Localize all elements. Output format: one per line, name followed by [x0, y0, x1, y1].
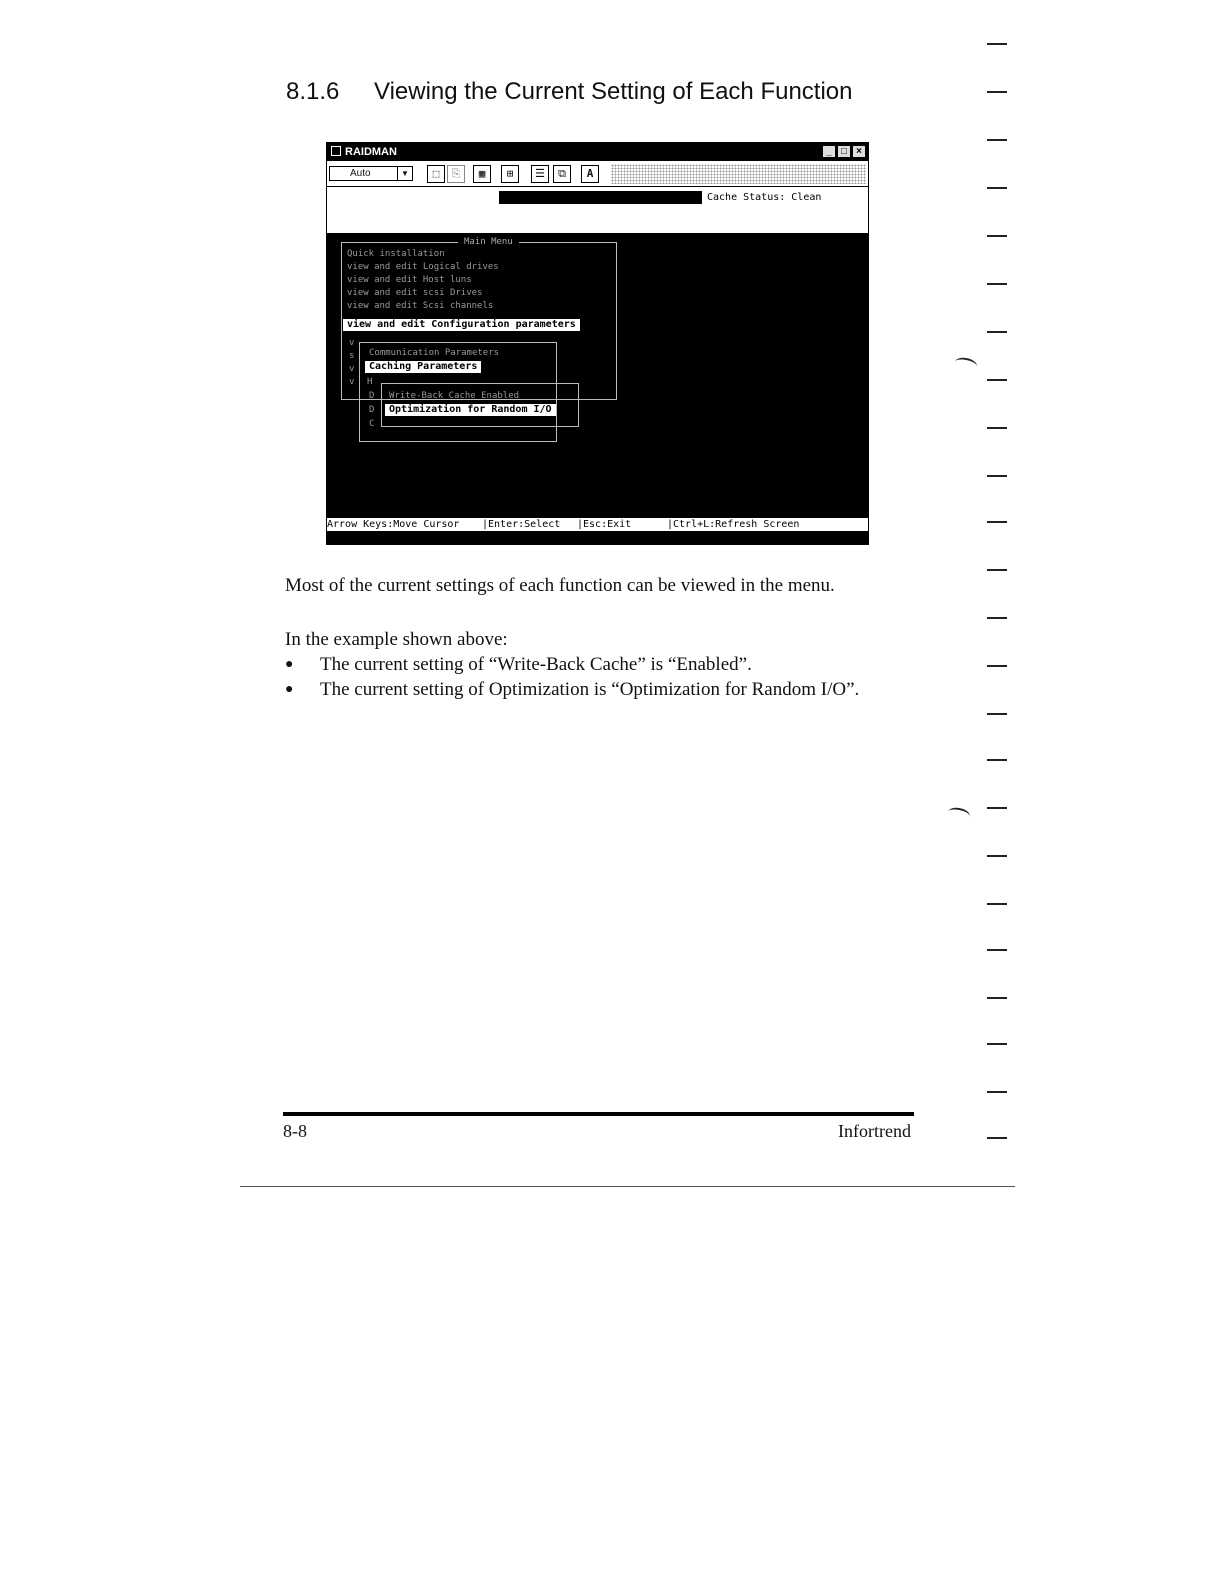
window-title: RAIDMAN	[345, 146, 397, 158]
margin-tick	[987, 187, 1007, 189]
hotkey-select: |Enter:Select	[482, 519, 561, 530]
margin-tick	[987, 521, 1007, 523]
maximize-icon[interactable]: □	[837, 145, 851, 158]
menu-edge: C	[369, 419, 375, 429]
paste-icon[interactable]: ▦	[473, 165, 491, 183]
mode-select-value: Auto	[350, 168, 371, 179]
margin-tick	[987, 427, 1007, 429]
menu-edge: s	[349, 351, 355, 361]
margin-tick	[987, 1091, 1007, 1093]
bullet-icon: ●	[285, 657, 294, 672]
margin-tick	[987, 1137, 1007, 1139]
section-title: Viewing the Current Setting of Each Function	[374, 78, 853, 105]
list-item	[285, 678, 911, 701]
terminal-footer	[327, 531, 868, 545]
menu-edge: v	[349, 364, 355, 374]
background-icon[interactable]: ⧉	[553, 165, 571, 183]
footer-rule	[283, 1112, 914, 1116]
margin-tick	[987, 759, 1007, 761]
status-bar-fill	[499, 191, 702, 204]
font-button[interactable]: A	[581, 165, 599, 183]
list-item	[285, 653, 911, 676]
close-icon[interactable]: ×	[852, 145, 866, 158]
bullet-icon: ●	[285, 682, 294, 697]
mark-icon[interactable]: ⬚	[427, 165, 445, 183]
menu-edge: H	[367, 377, 373, 387]
status-area	[327, 187, 868, 234]
mode-select[interactable]	[329, 166, 413, 181]
window-controls	[822, 145, 866, 158]
margin-tick	[987, 855, 1007, 857]
section-heading	[286, 78, 853, 106]
hotkey-refresh: |Ctrl+L:Refresh Screen	[667, 519, 800, 530]
footer-brand: Infortrend	[838, 1121, 911, 1141]
main-menu-title: Main Menu	[458, 236, 519, 248]
submenu-item-selected[interactable]: Caching Parameters	[365, 361, 481, 373]
terminal-screen	[327, 234, 868, 518]
chevron-down-icon[interactable]: ▼	[397, 167, 412, 180]
margin-tick	[987, 331, 1007, 333]
minimize-icon[interactable]: _	[822, 145, 836, 158]
margin-tick	[987, 475, 1007, 477]
margin-tick	[987, 235, 1007, 237]
raidman-screenshot	[326, 142, 869, 545]
menu-item[interactable]: view and edit scsi Drives	[347, 288, 483, 298]
menu-item[interactable]: view and edit Host luns	[347, 275, 472, 285]
bullet-text: The current setting of Optimization is “Optimization for Random I/O”.	[320, 679, 860, 700]
menu-item[interactable]: view and edit Logical drives	[347, 262, 499, 272]
margin-tick	[987, 379, 1007, 381]
margin-tick	[987, 139, 1007, 141]
binding-mark	[947, 806, 971, 822]
menu-item[interactable]: view and edit Scsi channels	[347, 301, 494, 311]
margin-tick	[987, 713, 1007, 715]
hotkey-exit: |Esc:Exit	[577, 519, 632, 530]
menu-item[interactable]: Communication Parameters	[369, 348, 500, 358]
menu-item[interactable]: Write-Back Cache Enabled	[389, 391, 520, 401]
margin-tick	[987, 283, 1007, 285]
app-icon	[331, 146, 341, 156]
margin-tick	[987, 903, 1007, 905]
margin-tick	[987, 617, 1007, 619]
toolbar	[327, 162, 868, 187]
caching-item-selected[interactable]: Optimization for Random I/O	[385, 404, 556, 416]
page-number: 8-8	[283, 1121, 307, 1141]
hotkey-bar	[327, 518, 868, 531]
margin-tick	[987, 91, 1007, 93]
fullscreen-icon[interactable]: ⊞	[501, 165, 519, 183]
hotkey-move: Arrow Keys:Move Cursor	[327, 519, 460, 530]
bullet-text: The current setting of “Write-Back Cache” is “Enabled”.	[320, 654, 752, 675]
menu-edge: D	[369, 391, 375, 401]
margin-tick	[987, 1043, 1007, 1045]
window-titlebar	[327, 143, 868, 161]
menu-edge: D	[369, 405, 375, 415]
menu-item-selected[interactable]: view and edit Configuration parameters	[343, 319, 580, 331]
section-number: 8.1.6	[286, 78, 340, 105]
margin-tick	[987, 949, 1007, 951]
menu-edge: v	[349, 377, 355, 387]
margin-tick	[987, 997, 1007, 999]
copy-icon[interactable]: ⎘	[447, 165, 465, 183]
bullet-list	[285, 653, 911, 703]
toolbar-dither	[611, 164, 866, 184]
margin-tick	[987, 665, 1007, 667]
margin-tick	[987, 43, 1007, 45]
page-edge-line	[240, 1186, 1015, 1187]
margin-tick	[987, 569, 1007, 571]
body-intro: In the example shown above:	[285, 629, 508, 650]
menu-edge: v	[349, 338, 355, 348]
properties-icon[interactable]: ☰	[531, 165, 549, 183]
menu-item[interactable]: Quick installation	[347, 249, 445, 259]
margin-tick	[987, 807, 1007, 809]
cache-status: Cache Status: Clean	[707, 192, 822, 203]
binding-mark	[954, 356, 978, 372]
body-paragraph: Most of the current settings of each function can be viewed in the menu.	[285, 575, 835, 596]
